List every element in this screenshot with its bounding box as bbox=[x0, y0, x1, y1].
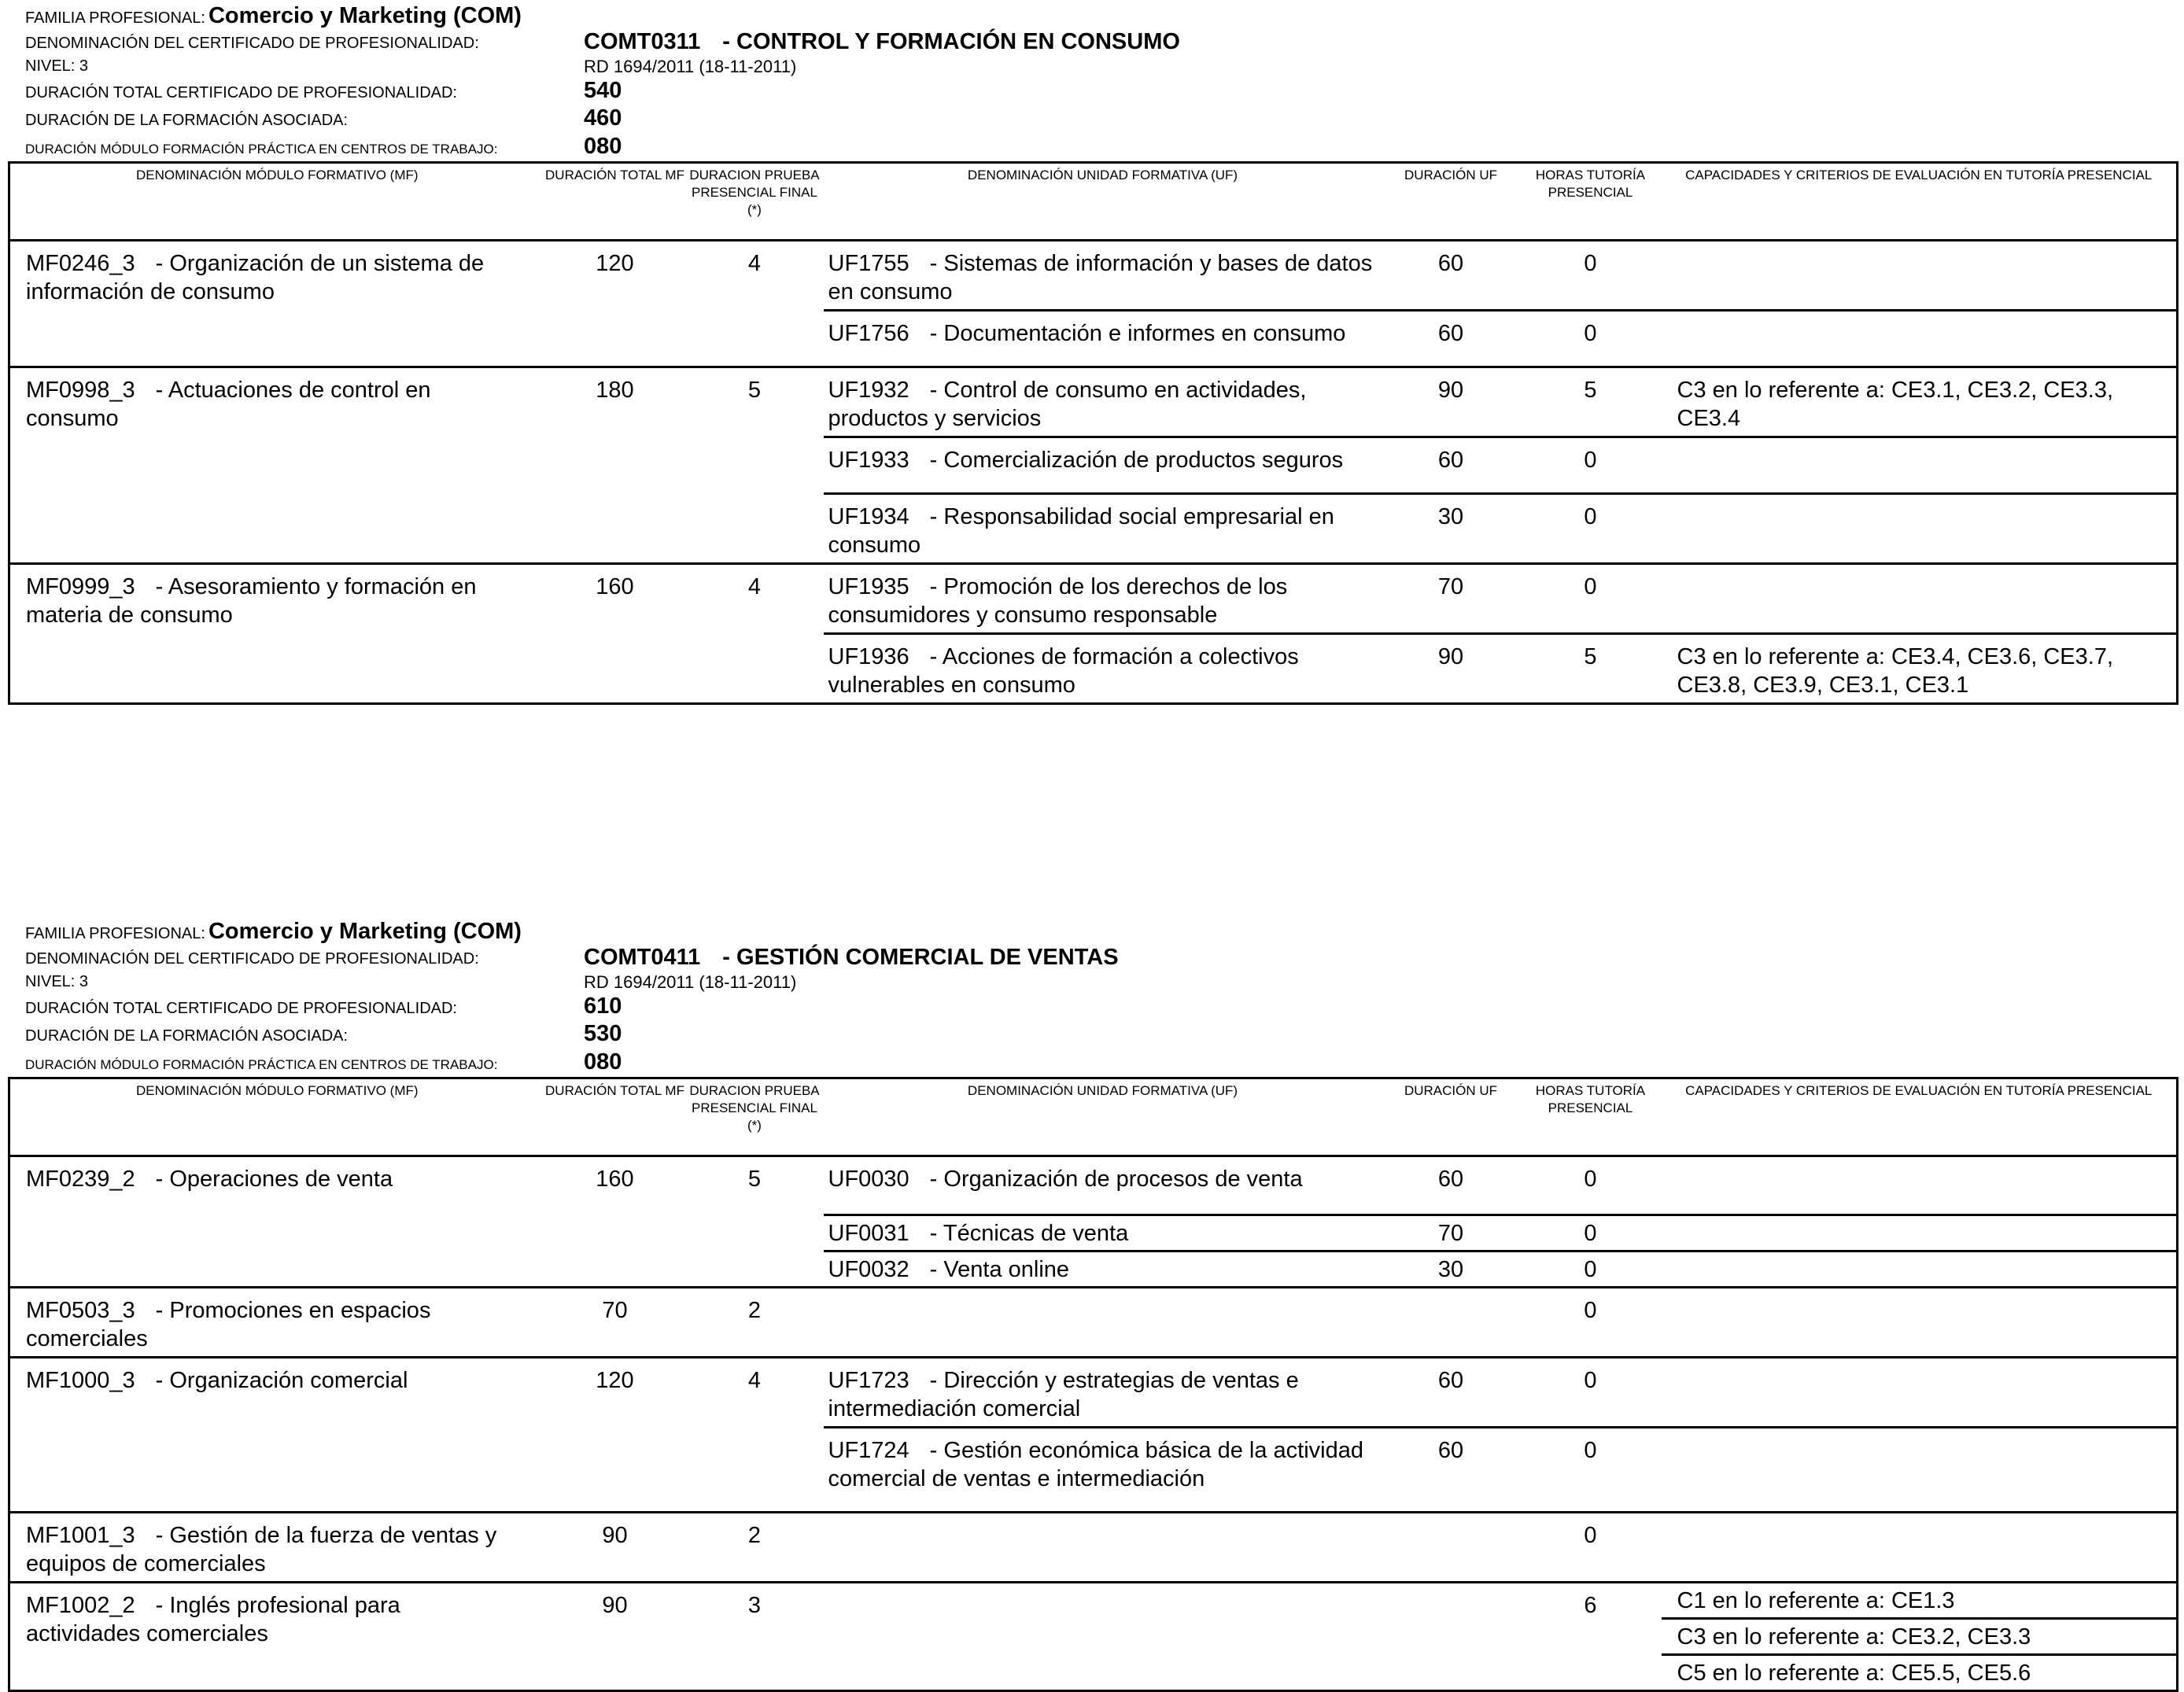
uf-cell bbox=[824, 1513, 1382, 1583]
mf-duracion: 90 bbox=[544, 1513, 686, 1583]
certificate-title bbox=[584, 945, 1119, 971]
uf-cell bbox=[824, 1583, 1382, 1691]
mf-name: - Promociones en espacios comerciales bbox=[26, 1298, 431, 1351]
uf-horas: 0 bbox=[1520, 1288, 1662, 1358]
uf-horas: 0 bbox=[1520, 1428, 1662, 1513]
uf-name: - Promoción de los derechos de los consumidores y consumo responsable bbox=[828, 574, 1288, 628]
uf-code: UF1755 bbox=[828, 251, 909, 276]
mf-duracion: 120 bbox=[596, 251, 634, 276]
duracion-total-value: 610 bbox=[584, 993, 622, 1019]
uf-capacidades bbox=[1662, 241, 2178, 311]
mf-code: MF0239_2 bbox=[26, 1167, 135, 1192]
uf-capacidades: C3 en lo referente a: CE3.4, CE3.6, CE3.7, CE3.8, CE3.9, CE3.1, CE3.1 bbox=[1662, 634, 2178, 704]
uf-capacidades: C3 en lo referente a: CE3.1, CE3.2, CE3.3, CE3.4 bbox=[1662, 367, 2178, 437]
uf-code: UF1934 bbox=[828, 504, 909, 529]
col-header-prueba: DURACION PRUEBA PRESENCIAL FINAL (*) bbox=[686, 1078, 824, 1156]
duracion-total-label: DURACIÓN TOTAL CERTIFICADO DE PROFESIONALIDAD: bbox=[25, 84, 457, 101]
uf-horas: 0 bbox=[1520, 437, 1662, 494]
duracion-formacion-label: DURACIÓN DE LA FORMACIÓN ASOCIADA: bbox=[25, 1027, 349, 1045]
uf-duracion: 60 bbox=[1382, 311, 1520, 367]
duracion-formacion-value: 530 bbox=[584, 1021, 622, 1046]
uf-capacidades bbox=[1662, 1156, 2178, 1215]
mf-cell bbox=[9, 1358, 544, 1513]
duracion-practica-value: 080 bbox=[584, 1049, 622, 1075]
uf-duracion: 30 bbox=[1382, 494, 1520, 564]
uf-horas: 0 bbox=[1584, 251, 1597, 276]
mf-prueba: 3 bbox=[686, 1583, 824, 1691]
uf-capacidades bbox=[1662, 1288, 2178, 1358]
uf-capacidades bbox=[1662, 1358, 2178, 1428]
mf-duracion: 160 bbox=[596, 1167, 634, 1192]
uf-capacidades bbox=[1662, 437, 2178, 494]
uf-code: UF1723 bbox=[828, 1368, 909, 1393]
certificate-code: COMT0311 bbox=[584, 29, 701, 54]
mf-duracion: 120 bbox=[544, 1358, 686, 1513]
uf-capacidades bbox=[1662, 1215, 2178, 1251]
uf-capacidades: C3 en lo referente a: CE3.2, CE3.3 bbox=[1662, 1619, 2178, 1655]
mf-name: - Asesoramiento y formación en materia de consumo bbox=[26, 574, 477, 628]
duracion-practica-label: DURACIÓN MÓDULO FORMACIÓN PRÁCTICA EN CENTROS DE TRABAJO: bbox=[25, 1057, 498, 1072]
modules-table bbox=[8, 1077, 2178, 1692]
uf-cell bbox=[824, 1428, 1382, 1513]
uf-cell bbox=[824, 1288, 1382, 1358]
certificate-comt0311 bbox=[8, 0, 2176, 705]
col-header-capacidades: CAPACIDADES Y CRITERIOS DE EVALUACIÓN EN TUTORÍA PRESENCIAL bbox=[1662, 1078, 2178, 1156]
uf-duracion: 70 bbox=[1382, 1215, 1520, 1251]
duracion-practica-value: 080 bbox=[584, 134, 622, 159]
uf-name: - Gestión económica básica de la actividad comercial de ventas e intermediación bbox=[828, 1438, 1363, 1491]
uf-duracion: 60 bbox=[1437, 251, 1464, 276]
uf-cell bbox=[824, 241, 1382, 311]
uf-capacidades: C1 en lo referente a: CE1.3 bbox=[1662, 1583, 2178, 1619]
table-row bbox=[9, 1156, 2178, 1215]
uf-capacidades bbox=[1662, 494, 2178, 564]
uf-code: UF1756 bbox=[828, 321, 909, 346]
uf-capacidades: C5 en lo referente a: CE5.5, CE5.6 bbox=[1662, 1655, 2178, 1691]
uf-duracion: 60 bbox=[1382, 437, 1520, 494]
col-header-duracion-mf: DURACIÓN TOTAL MF bbox=[544, 163, 686, 241]
uf-name: - Técnicas de venta bbox=[929, 1221, 1129, 1246]
uf-name: - Acciones de formación a colectivos vulnerables en consumo bbox=[828, 644, 1299, 698]
table-row bbox=[9, 564, 2178, 634]
mf-name: - Organización de un sistema de información de consumo bbox=[26, 251, 485, 304]
uf-duracion: 60 bbox=[1382, 1428, 1520, 1513]
modules-table bbox=[8, 161, 2178, 705]
uf-code: UF1724 bbox=[828, 1438, 909, 1463]
mf-name: - Actuaciones de control en consumo bbox=[26, 378, 431, 431]
uf-horas: 0 bbox=[1520, 564, 1662, 634]
uf-duracion: 90 bbox=[1382, 367, 1520, 437]
familia-row bbox=[25, 919, 522, 945]
mf-code: MF1001_3 bbox=[26, 1523, 135, 1548]
denominacion-label: DENOMINACIÓN DEL CERTIFICADO DE PROFESIONALIDAD: bbox=[25, 950, 479, 968]
table-row bbox=[9, 1288, 2178, 1358]
rd-value: RD 1694/2011 (18-11-2011) bbox=[584, 57, 797, 76]
uf-name: - Venta online bbox=[929, 1257, 1070, 1282]
mf-code: MF1002_2 bbox=[26, 1593, 135, 1618]
familia-label: FAMILIA PROFESIONAL: bbox=[25, 925, 205, 942]
uf-cell bbox=[824, 1251, 1382, 1288]
table-header-row bbox=[9, 1078, 2178, 1156]
uf-name: - Comercialización de productos seguros bbox=[929, 448, 1344, 473]
nivel-label: NIVEL: 3 bbox=[25, 973, 89, 990]
uf-code: UF1936 bbox=[828, 644, 909, 669]
uf-code: UF0030 bbox=[828, 1167, 909, 1192]
uf-cell bbox=[824, 564, 1382, 634]
uf-duracion: 30 bbox=[1382, 1251, 1520, 1288]
col-header-prueba: DURACION PRUEBA PRESENCIAL FINAL (*) bbox=[686, 163, 824, 241]
uf-capacidades bbox=[1662, 1513, 2178, 1583]
uf-duracion: 60 bbox=[1437, 1167, 1464, 1192]
familia-label: FAMILIA PROFESIONAL: bbox=[25, 9, 205, 27]
uf-cell bbox=[824, 311, 1382, 367]
mf-cell bbox=[9, 1513, 544, 1583]
mf-code: MF0503_3 bbox=[26, 1298, 135, 1323]
certificate-header bbox=[8, 916, 2176, 1077]
uf-code: UF1933 bbox=[828, 448, 909, 473]
mf-prueba: 4 bbox=[686, 564, 824, 704]
duracion-total-label: DURACIÓN TOTAL CERTIFICADO DE PROFESIONALIDAD: bbox=[25, 1000, 457, 1017]
mf-name: - Organización comercial bbox=[155, 1368, 408, 1393]
familia-row bbox=[25, 3, 522, 29]
uf-code: UF1932 bbox=[828, 378, 909, 403]
certificate-name: - CONTROL Y FORMACIÓN EN CONSUMO bbox=[722, 29, 1180, 54]
uf-horas: 0 bbox=[1520, 1215, 1662, 1251]
rd-value: RD 1694/2011 (18-11-2011) bbox=[584, 972, 797, 992]
duracion-formacion-value: 460 bbox=[584, 105, 622, 131]
table-row bbox=[9, 367, 2178, 437]
uf-duracion bbox=[1382, 1513, 1520, 1583]
table-row bbox=[9, 1513, 2178, 1583]
mf-cell bbox=[9, 241, 544, 367]
denominacion-label: DENOMINACIÓN DEL CERTIFICADO DE PROFESIONALIDAD: bbox=[25, 35, 479, 52]
uf-horas: 0 bbox=[1520, 1358, 1662, 1428]
uf-duracion bbox=[1382, 1583, 1520, 1691]
col-header-duracion-uf: DURACIÓN UF bbox=[1382, 163, 1520, 241]
mf-cell bbox=[9, 367, 544, 564]
uf-horas: 0 bbox=[1520, 1513, 1662, 1583]
table-row bbox=[9, 1358, 2178, 1428]
nivel-label: NIVEL: 3 bbox=[25, 57, 89, 75]
uf-horas: 0 bbox=[1520, 1251, 1662, 1288]
mf-duracion: 160 bbox=[544, 564, 686, 704]
uf-horas: 6 bbox=[1520, 1583, 1662, 1691]
mf-code: MF0246_3 bbox=[26, 251, 135, 276]
uf-code: UF0032 bbox=[828, 1257, 909, 1282]
uf-duracion: 70 bbox=[1382, 564, 1520, 634]
uf-name: - Organización de procesos de venta bbox=[929, 1167, 1303, 1192]
familia-value: Comercio y Marketing (COM) bbox=[208, 3, 522, 28]
mf-prueba: 2 bbox=[686, 1288, 824, 1358]
mf-prueba: 2 bbox=[686, 1513, 824, 1583]
col-header-uf: DENOMINACIÓN UNIDAD FORMATIVA (UF) bbox=[824, 1078, 1382, 1156]
table-row bbox=[9, 241, 2178, 311]
uf-name: - Sistemas de información y bases de datos en consumo bbox=[828, 251, 1373, 304]
uf-cell bbox=[824, 1358, 1382, 1428]
uf-name: - Control de consumo en actividades, productos y servicios bbox=[828, 378, 1307, 431]
col-header-mf: DENOMINACIÓN MÓDULO FORMATIVO (MF) bbox=[9, 1078, 544, 1156]
mf-prueba: 5 bbox=[747, 1167, 762, 1192]
uf-capacidades bbox=[1662, 1428, 2178, 1513]
mf-prueba: 4 bbox=[747, 251, 762, 276]
mf-code: MF0999_3 bbox=[26, 574, 135, 599]
uf-name: - Responsabilidad social empresarial en consumo bbox=[828, 504, 1334, 558]
uf-horas: 0 bbox=[1520, 311, 1662, 367]
mf-cell bbox=[9, 1583, 544, 1691]
mf-name: - Gestión de la fuerza de ventas y equipos de comerciales bbox=[26, 1523, 497, 1576]
duracion-total-value: 540 bbox=[584, 78, 622, 103]
mf-cell bbox=[9, 1156, 544, 1288]
uf-duracion: 90 bbox=[1382, 634, 1520, 704]
uf-capacidades bbox=[1662, 1251, 2178, 1288]
uf-capacidades bbox=[1662, 311, 2178, 367]
duracion-practica-label: DURACIÓN MÓDULO FORMACIÓN PRÁCTICA EN CENTROS DE TRABAJO: bbox=[25, 142, 498, 157]
mf-code: MF1000_3 bbox=[26, 1368, 135, 1393]
uf-cell bbox=[824, 367, 1382, 437]
col-header-capacidades: CAPACIDADES Y CRITERIOS DE EVALUACIÓN EN TUTORÍA PRESENCIAL bbox=[1662, 163, 2178, 241]
table-row bbox=[9, 1583, 2178, 1619]
col-header-horas: HORAS TUTORÍA PRESENCIAL bbox=[1520, 1078, 1662, 1156]
uf-cell bbox=[824, 437, 1382, 494]
mf-name: - Inglés profesional para actividades comerciales bbox=[26, 1593, 400, 1646]
col-header-duracion-uf: DURACIÓN UF bbox=[1382, 1078, 1520, 1156]
uf-cell bbox=[824, 634, 1382, 704]
uf-horas: 5 bbox=[1520, 634, 1662, 704]
uf-duracion: 60 bbox=[1382, 1358, 1520, 1428]
uf-cell bbox=[824, 494, 1382, 564]
duracion-formacion-label: DURACIÓN DE LA FORMACIÓN ASOCIADA: bbox=[25, 112, 349, 129]
certificate-code: COMT0411 bbox=[584, 945, 701, 970]
mf-prueba: 5 bbox=[686, 367, 824, 564]
certificate-name: - GESTIÓN COMERCIAL DE VENTAS bbox=[722, 945, 1119, 970]
certificate-comt0411 bbox=[8, 916, 2176, 1692]
uf-code: UF0031 bbox=[828, 1221, 909, 1246]
col-header-uf: DENOMINACIÓN UNIDAD FORMATIVA (UF) bbox=[824, 163, 1382, 241]
uf-capacidades bbox=[1662, 564, 2178, 634]
uf-name: - Documentación e informes en consumo bbox=[929, 321, 1346, 346]
certificate-header bbox=[8, 0, 2176, 161]
uf-duracion bbox=[1382, 1288, 1520, 1358]
mf-name: - Operaciones de venta bbox=[155, 1167, 393, 1192]
uf-cell bbox=[824, 1156, 1382, 1215]
mf-cell bbox=[9, 1288, 544, 1358]
mf-duracion: 90 bbox=[544, 1583, 686, 1691]
mf-prueba: 4 bbox=[686, 1358, 824, 1513]
mf-duracion: 180 bbox=[544, 367, 686, 564]
uf-horas: 5 bbox=[1520, 367, 1662, 437]
uf-name: - Dirección y estrategias de ventas e intermediación comercial bbox=[828, 1368, 1299, 1421]
col-header-mf: DENOMINACIÓN MÓDULO FORMATIVO (MF) bbox=[9, 163, 544, 241]
mf-cell bbox=[9, 564, 544, 704]
certificate-title bbox=[584, 29, 1180, 55]
mf-code: MF0998_3 bbox=[26, 378, 135, 403]
col-header-horas: HORAS TUTORÍA PRESENCIAL bbox=[1520, 163, 1662, 241]
familia-value: Comercio y Marketing (COM) bbox=[208, 919, 522, 944]
uf-cell bbox=[824, 1215, 1382, 1251]
col-header-duracion-mf: DURACIÓN TOTAL MF bbox=[544, 1078, 686, 1156]
uf-code: UF1935 bbox=[828, 574, 909, 599]
uf-horas: 0 bbox=[1520, 494, 1662, 564]
mf-duracion: 70 bbox=[544, 1288, 686, 1358]
uf-horas: 0 bbox=[1584, 1167, 1597, 1192]
table-header-row bbox=[9, 163, 2178, 241]
